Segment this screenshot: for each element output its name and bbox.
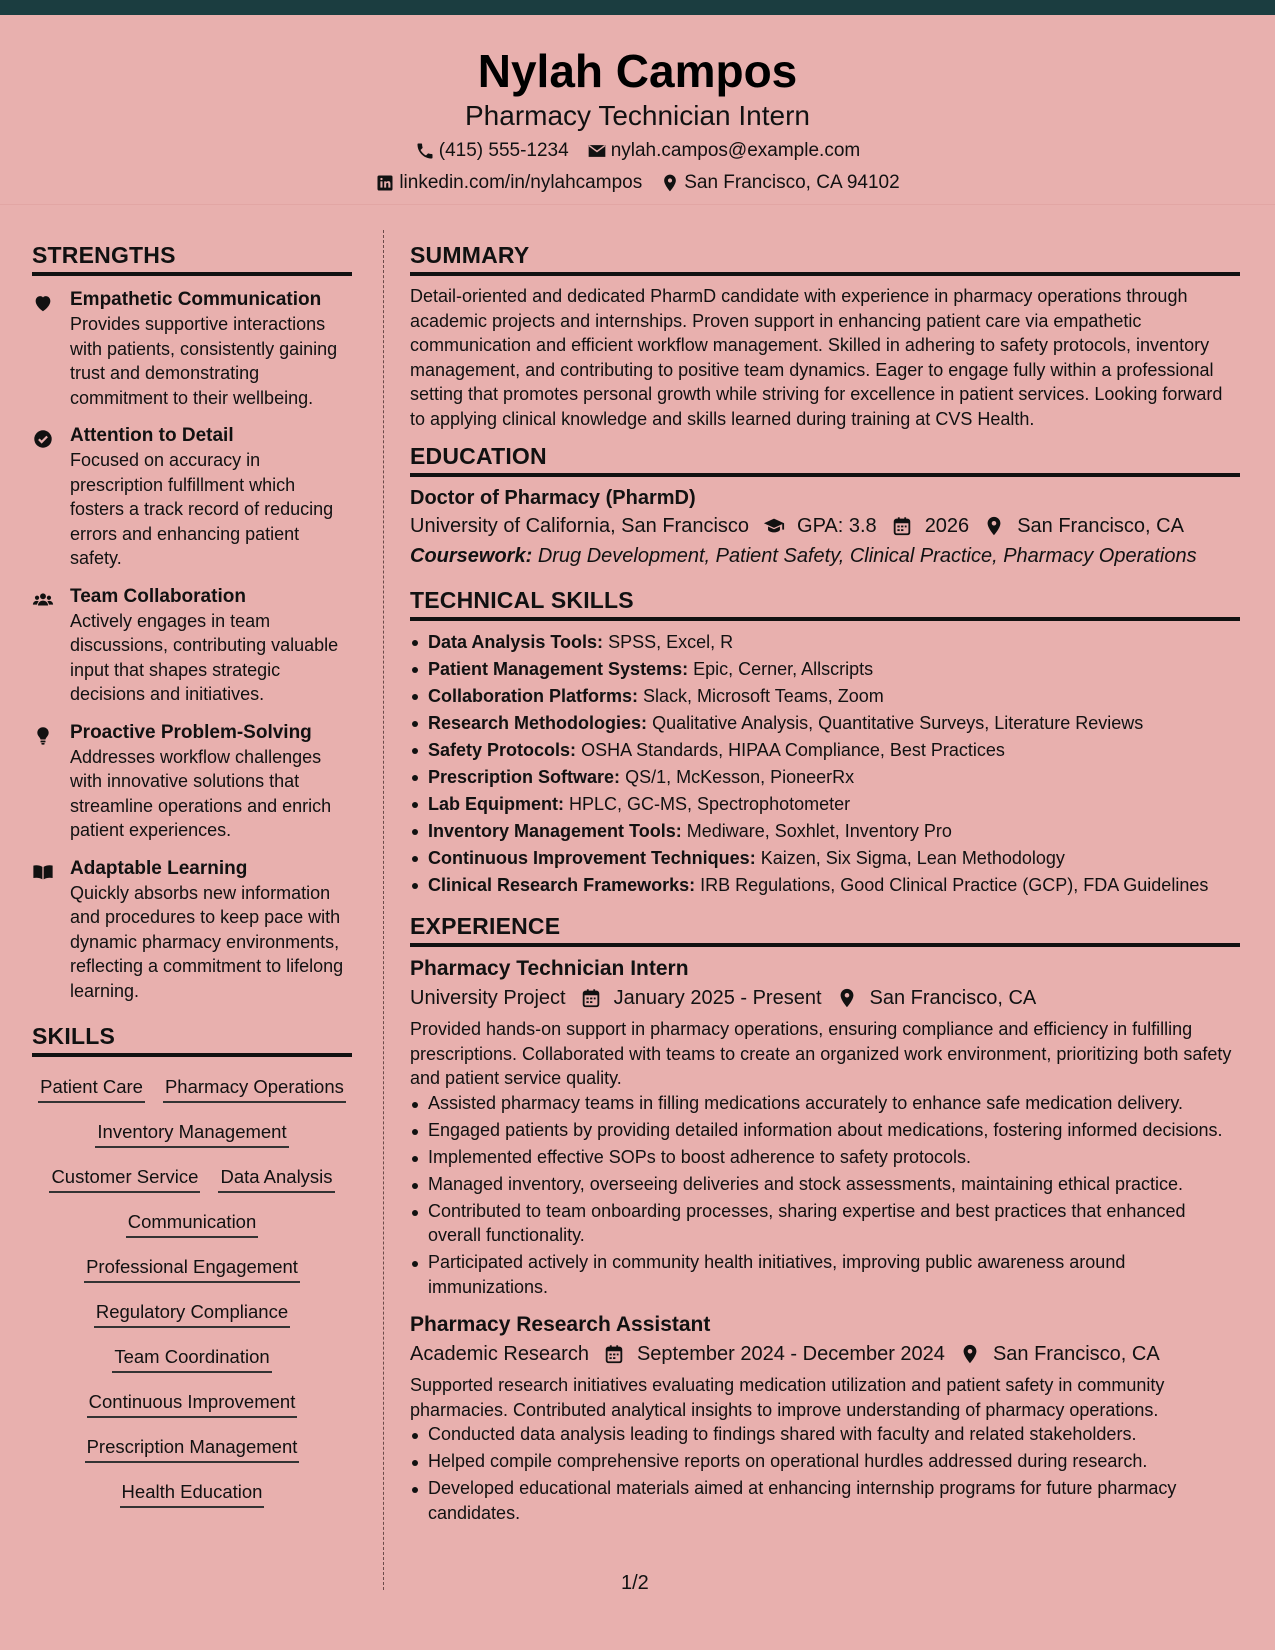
job-entry — [410, 955, 1240, 1299]
strength-item — [32, 857, 352, 1004]
list-item: Participated actively in community health initiatives, improving public awareness around immunizations. — [410, 1250, 1240, 1299]
linkedin-icon — [375, 173, 395, 193]
skill-tag: Continuous Improvement — [87, 1390, 298, 1418]
left-column — [32, 240, 352, 1508]
list-item: Data Analysis Tools: SPSS, Excel, R — [410, 629, 1240, 656]
calendar-icon — [580, 987, 602, 1009]
strength-desc: Quickly absorbs new information and procedures to keep pace with dynamic pharmacy environments, reflecting a commitment to lifelong learning. — [70, 882, 344, 1001]
lightbulb-icon — [32, 725, 54, 747]
strengths-heading: STRENGTHS — [32, 240, 352, 276]
education-heading: EDUCATION — [410, 441, 1240, 477]
job-org: University Project — [410, 987, 566, 1009]
job-entry — [410, 1311, 1240, 1525]
skill-tag: Regulatory Compliance — [94, 1300, 290, 1328]
technical-skills-heading: TECHNICAL SKILLS — [410, 585, 1240, 621]
coursework-label: Coursework: — [410, 545, 533, 567]
strength-name: Empathetic Communication — [70, 289, 322, 310]
graduation-cap-icon — [763, 515, 785, 537]
list-item: Implemented effective SOPs to boost adherence to safety protocols. — [410, 1145, 1240, 1170]
email-text: nylah.campos@example.com — [610, 140, 861, 161]
strength-desc: Provides supportive interactions with patients, consistently gaining trust and demonstrating commitment to their wellbeing. — [70, 314, 338, 408]
education-meta — [410, 511, 1240, 541]
strength-name: Attention to Detail — [70, 425, 234, 446]
list-item: Safety Protocols: OSHA Standards, HIPAA Compliance, Best Practices — [410, 737, 1240, 764]
list-item: Clinical Research Frameworks: IRB Regulations, Good Clinical Practice (GCP), FDA Guidelines — [410, 872, 1240, 899]
strength-item — [32, 585, 352, 707]
job-bullets — [410, 1422, 1240, 1525]
skills-heading: SKILLS — [32, 1021, 352, 1057]
phone-text: (415) 555-1234 — [438, 140, 569, 161]
list-item: Assisted pharmacy teams in filling medications accurately to enhance safe medication delivery. — [410, 1091, 1240, 1116]
skill-tag: Pharmacy Operations — [163, 1075, 346, 1103]
linkedin-text: linkedin.com/in/nylahcampos — [399, 172, 643, 193]
school-name: University of California, San Francisco — [410, 515, 750, 537]
strength-desc: Addresses workflow challenges with innovative solutions that streamline operations and enrich patient experiences. — [70, 746, 332, 840]
job-meta — [410, 1339, 1240, 1369]
page-number: 1/2 — [621, 1572, 649, 1594]
column-divider — [383, 230, 384, 1590]
calendar-icon — [891, 515, 913, 537]
envelope-icon — [587, 141, 607, 161]
users-icon — [32, 589, 54, 611]
strength-item — [32, 721, 352, 843]
job-description: Provided hands-on support in pharmacy operations, ensuring compliance and efficiency in fulfilling prescriptions. Collaborated with teams to create an organized work environment, prioritizing both safety and patient service quality. — [410, 1019, 1232, 1088]
resume-header — [0, 15, 1275, 205]
list-item: Conducted data analysis leading to findings shared with faculty and related stakeholders. — [410, 1422, 1240, 1447]
calendar-icon — [603, 1343, 625, 1365]
map-pin-icon — [660, 173, 680, 193]
candidate-title: Pharmacy Technician Intern — [465, 100, 810, 131]
phone-contact[interactable] — [415, 139, 569, 163]
job-title: Pharmacy Research Assistant — [410, 1313, 711, 1336]
skill-tag: Health Education — [120, 1480, 265, 1508]
strength-name: Proactive Problem-Solving — [70, 721, 312, 743]
job-description: Supported research initiatives evaluating medication utilization and patient safety in community pharmacies. Contributed analytical insights to improve understanding of pharmacy operations. — [410, 1375, 1165, 1420]
list-item: Patient Management Systems: Epic, Cerner, Allscripts — [410, 656, 1240, 683]
technical-skills-list — [410, 629, 1240, 899]
list-item: Engaged patients by providing detailed information about medications, fostering informed decisions. — [410, 1118, 1240, 1143]
linkedin-contact[interactable] — [375, 171, 642, 195]
list-item: Continuous Improvement Techniques: Kaizen, Six Sigma, Lean Methodology — [410, 845, 1240, 872]
job-location: San Francisco, CA — [992, 1343, 1160, 1365]
email-contact[interactable] — [587, 139, 861, 163]
strength-item — [32, 288, 352, 410]
phone-icon — [415, 141, 435, 161]
strength-desc: Actively engages in team discussions, contributing valuable input that shapes strategic decisions and initiatives. — [70, 610, 339, 704]
skill-tag: Inventory Management — [95, 1120, 288, 1148]
book-icon — [32, 861, 54, 883]
top-accent-bar — [0, 0, 1275, 15]
job-dates: September 2024 - December 2024 — [636, 1343, 945, 1365]
skill-tag: Patient Care — [38, 1075, 145, 1103]
list-item: Contributed to team onboarding processes, sharing expertise and best practices that enhanced overall functionality. — [410, 1199, 1240, 1248]
list-item: Research Methodologies: Qualitative Analysis, Quantitative Surveys, Literature Reviews — [410, 710, 1240, 737]
skill-tag: Customer Service — [49, 1165, 200, 1193]
coursework-line — [410, 541, 1240, 571]
job-dates: January 2025 - Present — [613, 987, 822, 1009]
skill-tag: Data Analysis — [218, 1165, 334, 1193]
experience-heading: EXPERIENCE — [410, 911, 1240, 947]
summary-text: Detail-oriented and dedicated PharmD candidate with experience in pharmacy operations through academic projects and internships. Proven support in enhancing patient care via empathetic communication and efficient workflow management. Skilled in adhering to safety protocols, inventory management, and contributing to positive team dynamics. Eager to engage fully within a professional setting that promotes personal growth while striving for excellence in patient services. Looking forward to applying clinical knowledge and skills learned during training at CVS Health. — [410, 286, 1223, 429]
list-item: Prescription Software: QS/1, McKesson, PioneerRx — [410, 764, 1240, 791]
degree-title: Doctor of Pharmacy (PharmD) — [410, 487, 696, 509]
strengths-list — [32, 284, 352, 1003]
right-column — [410, 240, 1240, 1537]
coursework-list: Drug Development, Patient Safety, Clinical Practice, Pharmacy Operations — [537, 545, 1197, 567]
strength-item — [32, 424, 352, 571]
map-pin-icon — [983, 515, 1005, 537]
skill-tag: Professional Engagement — [84, 1255, 300, 1283]
check-circle-icon — [32, 428, 54, 450]
job-location: San Francisco, CA — [869, 987, 1037, 1009]
skill-tag: Team Coordination — [112, 1345, 271, 1373]
gpa-text: GPA: 3.8 — [797, 515, 877, 537]
job-org: Academic Research — [410, 1343, 589, 1365]
map-pin-icon — [836, 987, 858, 1009]
contact-row-1 — [0, 139, 1275, 163]
skills-list — [32, 1065, 352, 1508]
skill-tag: Communication — [126, 1210, 259, 1238]
job-bullets — [410, 1091, 1240, 1300]
list-item: Inventory Management Tools: Mediware, Soxhlet, Inventory Pro — [410, 818, 1240, 845]
school-location: San Francisco, CA — [1017, 515, 1184, 537]
job-title: Pharmacy Technician Intern — [410, 957, 689, 980]
job-meta — [410, 983, 1240, 1013]
heart-icon — [32, 292, 54, 314]
location-text: San Francisco, CA 94102 — [684, 172, 900, 193]
map-pin-icon — [959, 1343, 981, 1365]
list-item: Helped compile comprehensive reports on operational hurdles addressed during research. — [410, 1449, 1240, 1474]
strength-desc: Focused on accuracy in prescription fulfillment which fosters a track record of reducing errors and enhancing patient safety. — [70, 450, 334, 568]
strength-name: Adaptable Learning — [70, 857, 248, 879]
graduation-year: 2026 — [924, 515, 970, 537]
list-item: Lab Equipment: HPLC, GC-MS, Spectrophotometer — [410, 791, 1240, 818]
location-contact — [660, 171, 899, 195]
summary-heading: SUMMARY — [410, 240, 1240, 276]
contact-row-2 — [0, 171, 1275, 195]
skill-tag: Prescription Management — [85, 1435, 300, 1463]
list-item: Collaboration Platforms: Slack, Microsoft Teams, Zoom — [410, 683, 1240, 710]
list-item: Developed educational materials aimed at enhancing internship programs for future pharmacy candidates. — [410, 1476, 1240, 1525]
strength-name: Team Collaboration — [70, 585, 246, 607]
list-item: Managed inventory, overseeing deliveries and stock assessments, maintaining ethical practice. — [410, 1172, 1240, 1197]
candidate-name: Nylah Campos — [477, 45, 798, 97]
